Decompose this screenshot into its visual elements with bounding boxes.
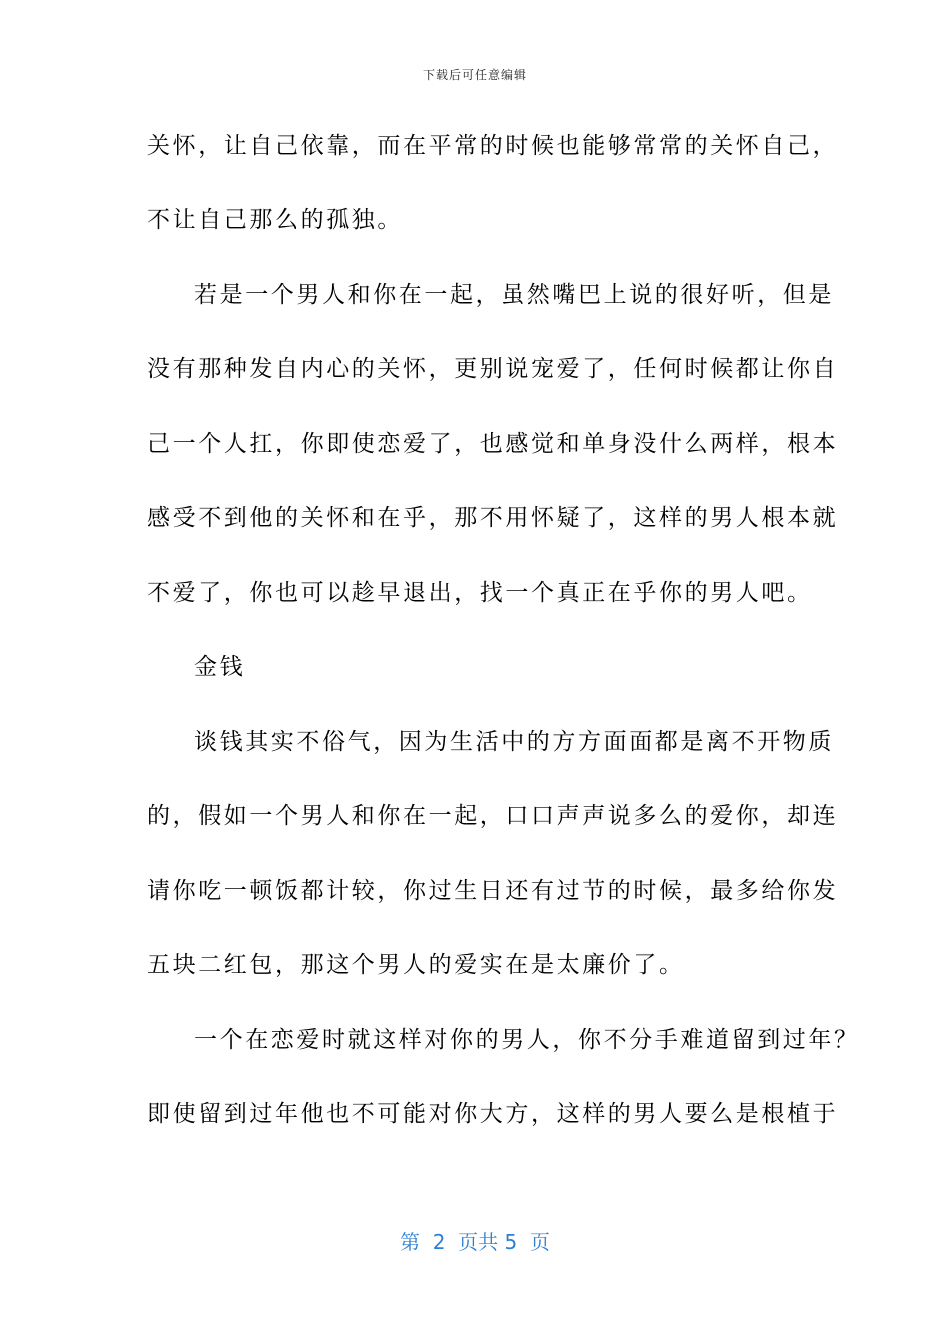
page-header: 下载后可任意编辑 (422, 68, 527, 82)
body-line-9: 谈钱其实不俗气，因为生活中的方方面面都是离不开物质 (194, 729, 834, 755)
body-line-12: 五块二红包，那这个男人的爱实在是太廉价了。 (147, 952, 685, 978)
body-line-13: 一个在恋爱时就这样对你的男人，你不分手难道留到过年？ (194, 1027, 860, 1053)
body-line-7: 不爱了，你也可以趁早退出，找一个真正在乎你的男人吧。 (147, 580, 813, 606)
page-number-footer: 第 2 页共 5 页 (400, 1230, 550, 1254)
body-line-10: 的，假如一个男人和你在一起，口口声声说多么的爱你，却连 (147, 803, 839, 829)
body-line-11: 请你吃一顿饭都计较，你过生日还有过节的时候，最多给你发 (147, 878, 839, 904)
section-heading: 金钱 (194, 654, 246, 680)
body-line-5: 己一个人扛，你即使恋爱了，也感觉和单身没什么两样，根本 (147, 431, 839, 457)
body-line-4: 没有那种发自内心的关怀，更别说宠爱了，任何时候都让你自 (147, 356, 839, 382)
body-line-1: 关怀，让自己依靠，而在平常的时候也能够常常的关怀自己， (147, 133, 839, 159)
body-line-2: 不让自己那么的孤独。 (147, 207, 403, 233)
body-line-3: 若是一个男人和你在一起，虽然嘴巴上说的很好听，但是 (194, 282, 834, 308)
body-line-14: 即使留到过年他也不可能对你大方，这样的男人要么是根植于 (147, 1101, 839, 1127)
body-line-6: 感受不到他的关怀和在乎，那不用怀疑了，这样的男人根本就 (147, 505, 839, 531)
